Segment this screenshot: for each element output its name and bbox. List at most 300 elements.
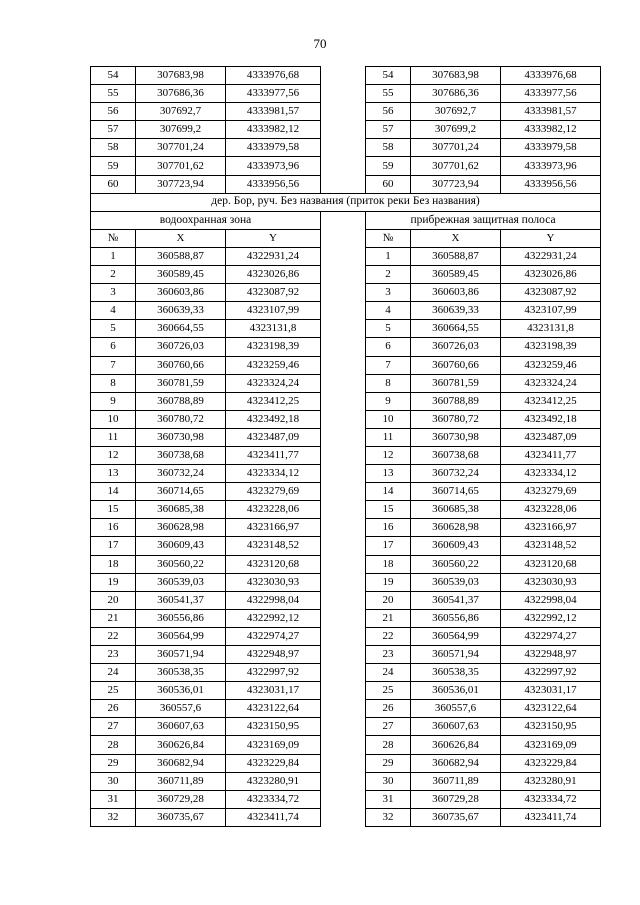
column-gap <box>321 591 366 609</box>
right-point-number: 14 <box>366 483 411 501</box>
column-gap <box>321 247 366 265</box>
right-x-coordinate: 360682,94 <box>411 754 501 772</box>
coordinates-table <box>90 66 601 827</box>
right-point-number: 57 <box>366 121 411 139</box>
page-number: 70 <box>313 36 327 51</box>
left-x-coordinate: 360711,89 <box>136 772 226 790</box>
right-x-coordinate: 307692,7 <box>411 103 501 121</box>
table-row <box>91 609 601 627</box>
right-point-number: 59 <box>366 157 411 175</box>
left-point-number: 3 <box>91 284 136 302</box>
right-y-header: Y <box>501 229 601 247</box>
right-number-header: № <box>366 229 411 247</box>
left-x-coordinate: 360664,55 <box>136 320 226 338</box>
right-x-coordinate: 360541,37 <box>411 591 501 609</box>
right-y-coordinate: 4323150,95 <box>501 718 601 736</box>
right-x-coordinate: 307699,2 <box>411 121 501 139</box>
subtitle-row <box>91 211 601 229</box>
left-x-coordinate: 307723,94 <box>136 175 226 193</box>
left-x-coordinate: 360603,86 <box>136 284 226 302</box>
column-gap <box>321 302 366 320</box>
right-point-number: 9 <box>366 392 411 410</box>
left-x-coordinate: 360607,63 <box>136 718 226 736</box>
left-point-number: 22 <box>91 627 136 645</box>
column-gap <box>321 67 366 85</box>
section-title: дер. Бор, руч. Без названия (приток реки Без названия) <box>91 193 601 211</box>
left-x-coordinate: 360556,86 <box>136 609 226 627</box>
left-x-header: X <box>136 229 226 247</box>
left-point-number: 12 <box>91 446 136 464</box>
table-row <box>91 537 601 555</box>
left-y-coordinate: 4323279,69 <box>226 483 321 501</box>
column-gap <box>321 519 366 537</box>
right-y-coordinate: 4323259,46 <box>501 356 601 374</box>
right-y-coordinate: 4323198,39 <box>501 338 601 356</box>
right-y-coordinate: 4323280,91 <box>501 772 601 790</box>
left-x-coordinate: 360589,45 <box>136 266 226 284</box>
left-y-coordinate: 4323131,8 <box>226 320 321 338</box>
table-row <box>91 736 601 754</box>
right-y-coordinate: 4323030,93 <box>501 573 601 591</box>
right-point-number: 11 <box>366 428 411 446</box>
left-point-number: 32 <box>91 808 136 826</box>
left-y-coordinate: 4322931,24 <box>226 247 321 265</box>
right-y-coordinate: 4323492,18 <box>501 410 601 428</box>
left-y-header: Y <box>226 229 321 247</box>
left-y-coordinate: 4323487,09 <box>226 428 321 446</box>
right-point-number: 16 <box>366 519 411 537</box>
column-gap <box>321 646 366 664</box>
right-y-coordinate: 4322998,04 <box>501 591 601 609</box>
table-row <box>91 808 601 826</box>
table-row <box>91 627 601 645</box>
right-point-number: 20 <box>366 591 411 609</box>
left-x-coordinate: 360571,94 <box>136 646 226 664</box>
column-gap <box>321 374 366 392</box>
left-point-number: 31 <box>91 790 136 808</box>
left-x-coordinate: 360560,22 <box>136 555 226 573</box>
left-y-coordinate: 4333977,56 <box>226 85 321 103</box>
table-row <box>91 790 601 808</box>
right-x-coordinate: 360571,94 <box>411 646 501 664</box>
right-y-coordinate: 4333956,56 <box>501 175 601 193</box>
column-gap <box>321 682 366 700</box>
table-row <box>91 465 601 483</box>
left-point-number: 1 <box>91 247 136 265</box>
left-point-number: 13 <box>91 465 136 483</box>
right-x-coordinate: 360589,45 <box>411 266 501 284</box>
left-x-coordinate: 360780,72 <box>136 410 226 428</box>
column-gap <box>321 157 366 175</box>
left-y-coordinate: 4322974,27 <box>226 627 321 645</box>
left-point-number: 9 <box>91 392 136 410</box>
right-point-number: 12 <box>366 446 411 464</box>
left-y-coordinate: 4323169,09 <box>226 736 321 754</box>
column-gap <box>321 103 366 121</box>
right-y-coordinate: 4323334,12 <box>501 465 601 483</box>
column-gap <box>321 718 366 736</box>
left-y-coordinate: 4333976,68 <box>226 67 321 85</box>
left-y-coordinate: 4323150,95 <box>226 718 321 736</box>
right-point-number: 55 <box>366 85 411 103</box>
left-x-coordinate: 360729,28 <box>136 790 226 808</box>
right-x-coordinate: 360603,86 <box>411 284 501 302</box>
right-x-coordinate: 360788,89 <box>411 392 501 410</box>
left-point-number: 17 <box>91 537 136 555</box>
table-row <box>91 410 601 428</box>
coordinates-table-body <box>91 67 601 827</box>
table-row <box>91 754 601 772</box>
table-row <box>91 573 601 591</box>
right-x-coordinate: 360556,86 <box>411 609 501 627</box>
right-y-coordinate: 4323148,52 <box>501 537 601 555</box>
section-title-row <box>91 193 601 211</box>
table-row <box>91 483 601 501</box>
column-gap <box>321 338 366 356</box>
left-point-number: 18 <box>91 555 136 573</box>
table-row <box>91 682 601 700</box>
right-y-coordinate: 4323279,69 <box>501 483 601 501</box>
right-x-coordinate: 360607,63 <box>411 718 501 736</box>
left-x-coordinate: 360588,87 <box>136 247 226 265</box>
right-x-coordinate: 360664,55 <box>411 320 501 338</box>
left-y-coordinate: 4323259,46 <box>226 356 321 374</box>
table-row <box>91 121 601 139</box>
table-row <box>91 428 601 446</box>
column-gap <box>321 211 366 229</box>
left-point-number: 55 <box>91 85 136 103</box>
left-y-coordinate: 4323412,25 <box>226 392 321 410</box>
column-gap <box>321 537 366 555</box>
left-point-number: 59 <box>91 157 136 175</box>
column-gap <box>321 609 366 627</box>
left-x-coordinate: 360609,43 <box>136 537 226 555</box>
left-x-coordinate: 360730,98 <box>136 428 226 446</box>
left-y-coordinate: 4323166,97 <box>226 519 321 537</box>
right-point-number: 25 <box>366 682 411 700</box>
table-row <box>91 356 601 374</box>
column-gap <box>321 465 366 483</box>
left-y-coordinate: 4323492,18 <box>226 410 321 428</box>
left-y-coordinate: 4323122,64 <box>226 700 321 718</box>
left-point-number: 25 <box>91 682 136 700</box>
table-row <box>91 175 601 193</box>
right-point-number: 2 <box>366 266 411 284</box>
left-y-coordinate: 4322948,97 <box>226 646 321 664</box>
table-row <box>91 374 601 392</box>
column-gap <box>321 483 366 501</box>
right-x-coordinate: 360714,65 <box>411 483 501 501</box>
left-y-coordinate: 4323120,68 <box>226 555 321 573</box>
left-point-number: 11 <box>91 428 136 446</box>
left-x-coordinate: 360788,89 <box>136 392 226 410</box>
right-point-number: 15 <box>366 501 411 519</box>
table-row <box>91 501 601 519</box>
table-row <box>91 139 601 157</box>
right-y-coordinate: 4323487,09 <box>501 428 601 446</box>
left-point-number: 57 <box>91 121 136 139</box>
left-point-number: 56 <box>91 103 136 121</box>
left-y-coordinate: 4323324,24 <box>226 374 321 392</box>
table-row <box>91 247 601 265</box>
left-y-coordinate: 4323087,92 <box>226 284 321 302</box>
right-y-coordinate: 4322931,24 <box>501 247 601 265</box>
right-y-coordinate: 4323411,77 <box>501 446 601 464</box>
right-x-coordinate: 360685,38 <box>411 501 501 519</box>
table-row <box>91 700 601 718</box>
header-row <box>91 229 601 247</box>
right-point-number: 56 <box>366 103 411 121</box>
column-gap <box>321 428 366 446</box>
right-y-coordinate: 4323166,97 <box>501 519 601 537</box>
left-x-coordinate: 360539,03 <box>136 573 226 591</box>
left-y-coordinate: 4333956,56 <box>226 175 321 193</box>
right-y-coordinate: 4323411,74 <box>501 808 601 826</box>
column-gap <box>321 664 366 682</box>
column-gap <box>321 573 366 591</box>
right-x-coordinate: 307701,24 <box>411 139 501 157</box>
left-y-coordinate: 4333982,12 <box>226 121 321 139</box>
left-point-number: 16 <box>91 519 136 537</box>
column-gap <box>321 229 366 247</box>
left-y-coordinate: 4333973,96 <box>226 157 321 175</box>
left-y-coordinate: 4323334,72 <box>226 790 321 808</box>
left-point-number: 14 <box>91 483 136 501</box>
right-point-number: 29 <box>366 754 411 772</box>
column-gap <box>321 410 366 428</box>
right-x-coordinate: 360726,03 <box>411 338 501 356</box>
table-row <box>91 284 601 302</box>
right-x-header: X <box>411 229 501 247</box>
right-x-coordinate: 360538,35 <box>411 664 501 682</box>
table-row <box>91 664 601 682</box>
column-gap <box>321 266 366 284</box>
left-y-coordinate: 4323026,86 <box>226 266 321 284</box>
table-row <box>91 85 601 103</box>
right-subtitle: прибрежная защитная полоса <box>366 211 601 229</box>
table-row <box>91 591 601 609</box>
right-x-coordinate: 360781,59 <box>411 374 501 392</box>
left-y-coordinate: 4322992,12 <box>226 609 321 627</box>
right-point-number: 13 <box>366 465 411 483</box>
table-row <box>91 266 601 284</box>
right-point-number: 26 <box>366 700 411 718</box>
table-row <box>91 772 601 790</box>
right-y-coordinate: 4323120,68 <box>501 555 601 573</box>
left-point-number: 4 <box>91 302 136 320</box>
right-y-coordinate: 4333982,12 <box>501 121 601 139</box>
left-point-number: 20 <box>91 591 136 609</box>
left-point-number: 10 <box>91 410 136 428</box>
left-y-coordinate: 4323148,52 <box>226 537 321 555</box>
right-x-coordinate: 360557,6 <box>411 700 501 718</box>
right-y-coordinate: 4322974,27 <box>501 627 601 645</box>
left-number-header: № <box>91 229 136 247</box>
left-x-coordinate: 360685,38 <box>136 501 226 519</box>
column-gap <box>321 555 366 573</box>
left-point-number: 28 <box>91 736 136 754</box>
column-gap <box>321 175 366 193</box>
right-point-number: 19 <box>366 573 411 591</box>
right-y-coordinate: 4322992,12 <box>501 609 601 627</box>
left-y-coordinate: 4323280,91 <box>226 772 321 790</box>
left-x-coordinate: 360564,99 <box>136 627 226 645</box>
left-x-coordinate: 307701,62 <box>136 157 226 175</box>
left-x-coordinate: 307701,24 <box>136 139 226 157</box>
right-x-coordinate: 360760,66 <box>411 356 501 374</box>
right-x-coordinate: 360732,24 <box>411 465 501 483</box>
right-point-number: 30 <box>366 772 411 790</box>
right-point-number: 32 <box>366 808 411 826</box>
right-x-coordinate: 360536,01 <box>411 682 501 700</box>
left-y-coordinate: 4322997,92 <box>226 664 321 682</box>
right-y-coordinate: 4333976,68 <box>501 67 601 85</box>
left-subtitle: водоохранная зона <box>91 211 321 229</box>
column-gap <box>321 808 366 826</box>
column-gap <box>321 139 366 157</box>
left-x-coordinate: 360732,24 <box>136 465 226 483</box>
left-y-coordinate: 4333979,58 <box>226 139 321 157</box>
right-y-coordinate: 4323229,84 <box>501 754 601 772</box>
left-y-coordinate: 4323411,74 <box>226 808 321 826</box>
left-point-number: 6 <box>91 338 136 356</box>
right-x-coordinate: 360560,22 <box>411 555 501 573</box>
right-y-coordinate: 4323026,86 <box>501 266 601 284</box>
left-y-coordinate: 4323411,77 <box>226 446 321 464</box>
left-point-number: 23 <box>91 646 136 664</box>
left-point-number: 30 <box>91 772 136 790</box>
right-y-coordinate: 4323031,17 <box>501 682 601 700</box>
right-x-coordinate: 360539,03 <box>411 573 501 591</box>
right-x-coordinate: 360735,67 <box>411 808 501 826</box>
left-x-coordinate: 360541,37 <box>136 591 226 609</box>
column-gap <box>321 772 366 790</box>
left-x-coordinate: 360760,66 <box>136 356 226 374</box>
left-point-number: 58 <box>91 139 136 157</box>
column-gap <box>321 736 366 754</box>
left-x-coordinate: 360536,01 <box>136 682 226 700</box>
table-row <box>91 446 601 464</box>
right-x-coordinate: 360626,84 <box>411 736 501 754</box>
left-y-coordinate: 4322998,04 <box>226 591 321 609</box>
right-x-coordinate: 360729,28 <box>411 790 501 808</box>
left-x-coordinate: 360738,68 <box>136 446 226 464</box>
table-row <box>91 320 601 338</box>
left-y-coordinate: 4323228,06 <box>226 501 321 519</box>
left-y-coordinate: 4323229,84 <box>226 754 321 772</box>
table-row <box>91 67 601 85</box>
right-x-coordinate: 360738,68 <box>411 446 501 464</box>
table-row <box>91 555 601 573</box>
right-y-coordinate: 4323131,8 <box>501 320 601 338</box>
right-x-coordinate: 360588,87 <box>411 247 501 265</box>
left-point-number: 5 <box>91 320 136 338</box>
right-point-number: 4 <box>366 302 411 320</box>
column-gap <box>321 446 366 464</box>
column-gap <box>321 85 366 103</box>
right-y-coordinate: 4322997,92 <box>501 664 601 682</box>
left-point-number: 2 <box>91 266 136 284</box>
right-x-coordinate: 307723,94 <box>411 175 501 193</box>
column-gap <box>321 392 366 410</box>
right-y-coordinate: 4323412,25 <box>501 392 601 410</box>
column-gap <box>321 627 366 645</box>
right-point-number: 58 <box>366 139 411 157</box>
right-x-coordinate: 307701,62 <box>411 157 501 175</box>
column-gap <box>321 356 366 374</box>
table-row <box>91 392 601 410</box>
right-x-coordinate: 307686,36 <box>411 85 501 103</box>
left-x-coordinate: 307683,98 <box>136 67 226 85</box>
right-point-number: 7 <box>366 356 411 374</box>
left-point-number: 7 <box>91 356 136 374</box>
column-gap <box>321 754 366 772</box>
left-x-coordinate: 307699,2 <box>136 121 226 139</box>
right-y-coordinate: 4323107,99 <box>501 302 601 320</box>
table-row <box>91 103 601 121</box>
right-point-number: 3 <box>366 284 411 302</box>
right-y-coordinate: 4323087,92 <box>501 284 601 302</box>
column-gap <box>321 501 366 519</box>
right-y-coordinate: 4323228,06 <box>501 501 601 519</box>
right-y-coordinate: 4323324,24 <box>501 374 601 392</box>
right-point-number: 1 <box>366 247 411 265</box>
left-point-number: 26 <box>91 700 136 718</box>
left-y-coordinate: 4333981,57 <box>226 103 321 121</box>
right-x-coordinate: 360711,89 <box>411 772 501 790</box>
right-x-coordinate: 360730,98 <box>411 428 501 446</box>
right-y-coordinate: 4333981,57 <box>501 103 601 121</box>
right-y-coordinate: 4333973,96 <box>501 157 601 175</box>
left-x-coordinate: 360714,65 <box>136 483 226 501</box>
right-y-coordinate: 4333979,58 <box>501 139 601 157</box>
right-x-coordinate: 360609,43 <box>411 537 501 555</box>
left-y-coordinate: 4323031,17 <box>226 682 321 700</box>
table-row <box>91 338 601 356</box>
right-x-coordinate: 360639,33 <box>411 302 501 320</box>
right-point-number: 10 <box>366 410 411 428</box>
right-point-number: 28 <box>366 736 411 754</box>
right-point-number: 17 <box>366 537 411 555</box>
column-gap <box>321 320 366 338</box>
left-point-number: 15 <box>91 501 136 519</box>
left-point-number: 27 <box>91 718 136 736</box>
left-point-number: 60 <box>91 175 136 193</box>
left-x-coordinate: 360626,84 <box>136 736 226 754</box>
right-x-coordinate: 360628,98 <box>411 519 501 537</box>
left-x-coordinate: 360628,98 <box>136 519 226 537</box>
right-point-number: 54 <box>366 67 411 85</box>
table-row <box>91 718 601 736</box>
left-x-coordinate: 360726,03 <box>136 338 226 356</box>
column-gap <box>321 284 366 302</box>
right-point-number: 18 <box>366 555 411 573</box>
column-gap <box>321 790 366 808</box>
left-y-coordinate: 4323030,93 <box>226 573 321 591</box>
left-x-coordinate: 360682,94 <box>136 754 226 772</box>
right-point-number: 23 <box>366 646 411 664</box>
right-x-coordinate: 360564,99 <box>411 627 501 645</box>
left-x-coordinate: 360538,35 <box>136 664 226 682</box>
left-y-coordinate: 4323198,39 <box>226 338 321 356</box>
right-y-coordinate: 4323169,09 <box>501 736 601 754</box>
column-gap <box>321 121 366 139</box>
left-point-number: 29 <box>91 754 136 772</box>
right-point-number: 6 <box>366 338 411 356</box>
right-y-coordinate: 4323122,64 <box>501 700 601 718</box>
left-x-coordinate: 360557,6 <box>136 700 226 718</box>
table-row <box>91 157 601 175</box>
